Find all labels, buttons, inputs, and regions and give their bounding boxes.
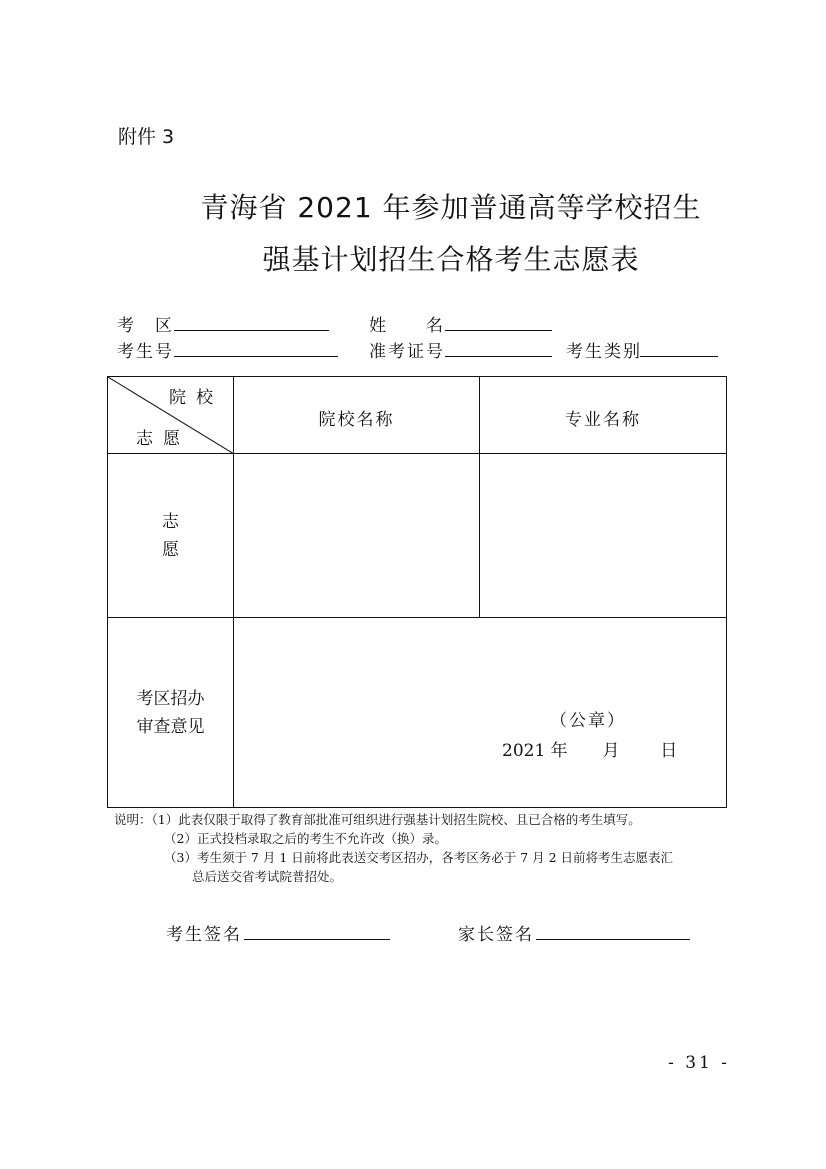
attachment-label: 附件 3	[118, 126, 175, 148]
title-line-1: 青海省 2021 年参加普通高等学校招生	[200, 191, 702, 224]
candidate-signature-field[interactable]	[244, 939, 390, 940]
note-1: （1）此表仅限于取得了教育部批准可组织进行强基计划招生院校、且已合格的考生填写。	[151, 812, 641, 827]
name-field[interactable]	[445, 330, 552, 331]
name-label: 姓 名	[369, 316, 445, 336]
note-2: （2）正式投档录取之后的考生不允许改（换）录。	[164, 831, 447, 846]
category-label: 考生类别	[566, 342, 642, 362]
candidate-number-field[interactable]	[174, 356, 338, 357]
note-3: （3）考生须于 7 月 1 日前将此表送交考区招办，各考区务必于 7 月 2 日前将考生志愿表汇	[164, 850, 674, 865]
date-month: 月	[602, 741, 620, 761]
row-wish-text: 志愿	[162, 511, 179, 560]
major-name-input-cell[interactable]	[480, 454, 727, 618]
note-3-continued: 总后送交省考试院普招处。	[192, 869, 343, 884]
diagonal-header-cell	[108, 377, 234, 454]
notes-label: 说明：	[114, 812, 152, 827]
parent-signature-label: 家长签名	[458, 925, 534, 945]
review-label-line-1: 考区招办	[136, 688, 205, 709]
title-line-2: 强基计划招生合格考生志愿表	[262, 243, 640, 276]
admission-ticket-field[interactable]	[445, 356, 552, 357]
date-day: 日	[660, 741, 678, 761]
exam-area-label: 考 区	[117, 316, 174, 336]
header-school-label: 院校	[169, 388, 223, 408]
exam-area-field[interactable]	[174, 330, 329, 331]
category-field[interactable]	[640, 356, 718, 357]
page-number: - 31 -	[668, 1053, 730, 1073]
notes-section	[114, 810, 734, 886]
col-major-name: 专业名称	[480, 377, 727, 454]
header-wish-label: 志愿	[136, 429, 190, 449]
official-seal-label: （公章）	[550, 711, 626, 731]
admission-ticket-label: 准考证号	[369, 342, 445, 362]
candidate-signature-label: 考生签名	[166, 925, 242, 945]
date-year: 2021 年	[502, 741, 568, 761]
row-wish-label	[108, 454, 234, 618]
parent-signature-field[interactable]	[536, 939, 690, 940]
candidate-number-label: 考生号	[117, 342, 174, 362]
wish-form-table	[107, 376, 727, 808]
review-label-line-2: 审查意见	[136, 716, 205, 737]
review-opinion-cell[interactable]	[234, 618, 727, 808]
review-date	[502, 736, 677, 761]
school-name-input-cell[interactable]	[234, 454, 480, 618]
row-review-label	[108, 618, 234, 808]
col-school-name: 院校名称	[234, 377, 480, 454]
